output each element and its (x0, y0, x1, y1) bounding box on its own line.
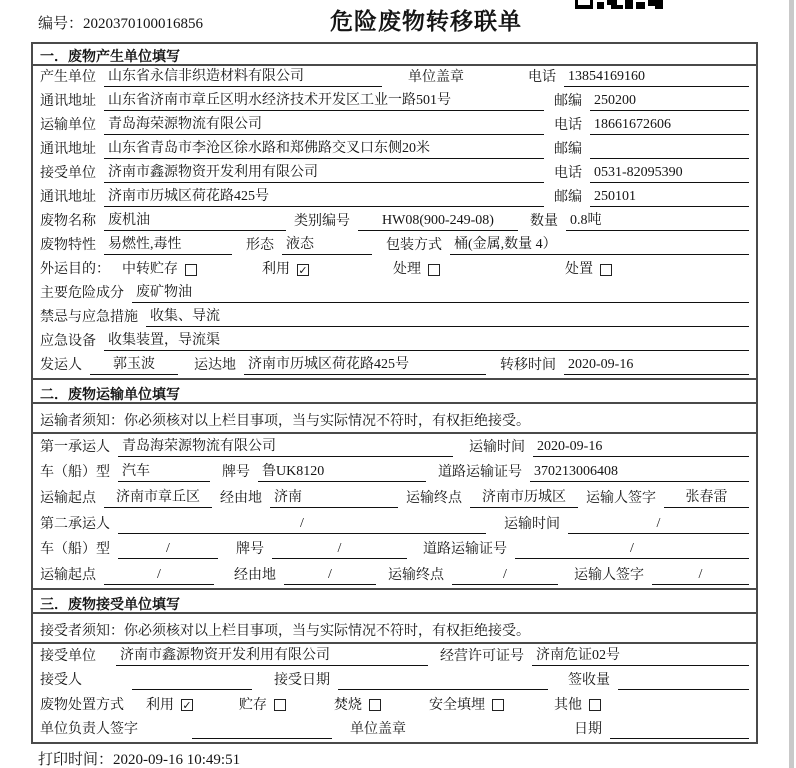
print-time-value: 2020-09-16 10:49:51 (113, 752, 241, 768)
plate-number2-label: 牌号 (236, 542, 264, 558)
producer-unit-label: 产生单位 (40, 70, 96, 85)
transport-phone-label: 电话 (554, 118, 582, 133)
transporter-notice: 运输者须知：你必须核对以上栏目事项，当与实际情况不符时，有权拒绝接受。 (33, 404, 756, 434)
first-carrier-value: 青岛海荣源物流有限公司 (118, 438, 453, 457)
section-producer (33, 44, 756, 378)
carrier-sign1-value: 张春雷 (664, 489, 749, 508)
responsible-sign-label: 单位负责人签字 (40, 722, 138, 737)
row-waste-name (33, 210, 756, 234)
row-producer-address (33, 90, 756, 114)
receiver-zip-label: 邮编 (554, 190, 582, 205)
road-permit1-label: 道路运输证号 (438, 465, 522, 481)
producer-phone-value: 13854169160 (564, 68, 749, 87)
carrier-sign2-value: / (652, 566, 749, 585)
section-producer-title: 一．废物产生单位填写 (33, 44, 756, 66)
disposal-storage-label: 贮存 (239, 697, 267, 713)
via1-value: 济南 (270, 489, 398, 508)
road-permit2-label: 道路运输证号 (423, 542, 507, 558)
receive-stamp-date-value (610, 720, 749, 739)
disposal-option-other (554, 696, 601, 715)
shipper-label: 发运人 (40, 358, 82, 373)
purpose-dispose-label: 处置 (565, 262, 593, 277)
transport-unit-value: 青岛海荣源物流有限公司 (104, 116, 544, 135)
packing-value: 桶(金属,数量 4） (450, 236, 749, 255)
receiver-phone-label: 电话 (554, 166, 582, 181)
receive-unit-label: 接受单位 (40, 648, 96, 664)
section-transporter (33, 378, 756, 588)
purpose-utilize-checkbox: ✓ (298, 263, 308, 277)
disposal-method-label: 废物处置方式 (40, 697, 124, 713)
disposal-option-storage (239, 696, 286, 715)
carrier-sign2-label: 运输人签字 (574, 568, 644, 584)
row-route2 (33, 562, 756, 588)
endpoint2-label: 运输终点 (388, 568, 444, 584)
doc-number (38, 12, 203, 33)
row-hazard-component (33, 282, 756, 306)
waste-name-label: 废物名称 (40, 214, 96, 229)
purpose-treat-label: 处理 (393, 262, 421, 277)
shipper-value: 郭玉波 (90, 356, 178, 375)
disposal-option-landfill (429, 696, 504, 715)
disposal-utilize-checkbox: ✓ (182, 699, 192, 712)
signed-quantity-label: 签收量 (568, 673, 610, 688)
receive-person-value (132, 671, 252, 690)
transport-time1-label: 运输时间 (469, 439, 525, 455)
purpose-storage-checkbox (185, 264, 197, 276)
transfer-time-value: 2020-09-16 (564, 356, 749, 375)
endpoint1-label: 运输终点 (406, 491, 462, 507)
receiver-phone-value: 0531-82095390 (590, 164, 749, 183)
row-transport-address (33, 138, 756, 162)
receiver-unit-label: 接受单位 (40, 166, 96, 181)
row-receive-person (33, 669, 756, 694)
first-carrier-label: 第一承运人 (40, 439, 110, 455)
disposal-incinerate-label: 焚烧 (334, 697, 362, 713)
disposal-storage-checkbox (274, 699, 286, 711)
packing-label: 包装方式 (386, 238, 442, 253)
receiver-address-label: 通讯地址 (40, 190, 96, 205)
row-producer-unit (33, 66, 756, 90)
receiver-zip-value: 250101 (590, 188, 749, 207)
carrier-sign1-label: 运输人签字 (586, 491, 656, 507)
row-second-carrier (33, 511, 756, 537)
vehicle-type1-label: 车（船）型 (40, 465, 110, 481)
row-emergency-equipment (33, 330, 756, 354)
plate-number2-value: / (272, 540, 407, 559)
transport-phone-value: 18661672606 (590, 116, 749, 135)
endpoint1-value: 济南市历城区 (470, 489, 578, 508)
waste-property-value: 易燃性,毒性 (104, 236, 232, 255)
disposal-landfill-label: 安全填埋 (429, 697, 485, 713)
doc-number-value: 2020370100016856 (83, 16, 204, 32)
page-title: 危险废物转移联单 (330, 9, 522, 34)
print-time (38, 748, 240, 768)
section-receiver-rows (33, 644, 756, 742)
purpose-utilize-label: 利用 (262, 262, 290, 277)
transport-time2-label: 运输时间 (504, 516, 560, 532)
origin1-value: 济南市章丘区 (104, 489, 212, 508)
section-transporter-title: 二．废物运输单位填写 (33, 378, 756, 404)
destination-label: 运达地 (194, 358, 236, 373)
plate-number1-value: 鲁UK8120 (258, 463, 426, 482)
section-producer-rows (33, 66, 756, 378)
disposal-other-label: 其他 (554, 697, 582, 713)
row-receiver-unit (33, 162, 756, 186)
purpose-treat-checkbox (428, 264, 440, 276)
row-vehicle2 (33, 537, 756, 563)
producer-zip-value: 250200 (590, 92, 749, 111)
disposal-option-utilize (146, 696, 193, 715)
purpose-option-treat (393, 260, 440, 279)
section-transporter-rows (33, 434, 756, 588)
row-disposal-method (33, 693, 756, 718)
quantity-label: 数量 (530, 214, 558, 229)
vehicle-type1-value: 汽车 (118, 463, 210, 482)
form-state-value: 液态 (282, 236, 372, 255)
road-permit1-value: 370213006408 (530, 463, 749, 482)
receiver-notice: 接受者须知：你必须核对以上栏目事项，当与实际情况不符时，有权拒绝接受。 (33, 614, 756, 644)
quantity-value: 0.8吨 (566, 212, 749, 231)
receive-person-label: 接受人 (40, 673, 82, 688)
row-first-carrier (33, 434, 756, 460)
row-receiver-address (33, 186, 756, 210)
business-permit-label: 经营许可证号 (440, 648, 524, 664)
receive-stamp-date-label: 日期 (574, 722, 602, 737)
emergency-measures-value: 收集、导流 (146, 308, 749, 327)
row-receive-unit (33, 644, 756, 669)
via2-value: / (284, 566, 376, 585)
unit-seal-label: 单位盖章 (408, 70, 464, 85)
road-permit2-value: / (515, 540, 749, 559)
second-carrier-value: / (118, 515, 486, 534)
transfer-time-label: 转移时间 (500, 358, 556, 373)
row-waste-property (33, 234, 756, 258)
hazard-component-value: 废矿物油 (132, 284, 749, 303)
transport-time2-value: / (568, 515, 749, 534)
section-receiver (33, 588, 756, 742)
second-carrier-label: 第二承运人 (40, 516, 110, 532)
signed-quantity-value (618, 671, 749, 690)
receive-unit-value: 济南市鑫源物资开发利用有限公司 (116, 647, 428, 666)
receiver-address-value: 济南市历城区荷花路425号 (104, 188, 544, 207)
receive-date-value (338, 671, 548, 690)
purpose-option-dispose (565, 260, 612, 279)
transport-unit-label: 运输单位 (40, 118, 96, 133)
transport-zip-value (590, 140, 749, 159)
receive-date-label: 接受日期 (274, 673, 330, 688)
purpose-option-storage (122, 260, 197, 279)
producer-zip-label: 邮编 (554, 94, 582, 109)
form-state-label: 形态 (246, 238, 274, 253)
row-emergency-measures (33, 306, 756, 330)
disposal-utilize-label: 利用 (146, 697, 174, 713)
waste-name-value: 废机油 (104, 212, 286, 231)
manifest-table (31, 42, 758, 744)
print-time-label: 打印时间： (38, 752, 114, 768)
responsible-sign-value (192, 720, 332, 739)
origin1-label: 运输起点 (40, 491, 96, 507)
disposal-option-incinerate (334, 696, 381, 715)
row-responsible-signature (33, 718, 756, 743)
transport-zip-label: 邮编 (554, 142, 582, 157)
destination-value: 济南市历城区荷花路425号 (244, 356, 486, 375)
origin2-label: 运输起点 (40, 568, 96, 584)
transport-time1-value: 2020-09-16 (533, 438, 749, 457)
disposal-other-checkbox (589, 699, 601, 711)
transfer-purpose-label: 外运目的： (40, 262, 110, 277)
transport-address-value: 山东省青岛市李沧区徐水路和郑佛路交叉口东侧20米 (104, 140, 544, 159)
plate-number1-label: 牌号 (222, 465, 250, 481)
emergency-equipment-value: 收集装置，导流渠 (104, 332, 749, 351)
producer-phone-label: 电话 (528, 70, 556, 85)
emergency-measures-label: 禁忌与应急措施 (40, 310, 138, 325)
doc-number-label: 编号： (38, 16, 84, 32)
right-scrollbar-track[interactable] (789, 0, 794, 768)
waste-property-label: 废物特性 (40, 238, 96, 253)
purpose-storage-label: 中转贮存 (122, 262, 178, 277)
receiver-unit-seal-label: 单位盖章 (350, 722, 406, 737)
row-transfer-purpose (33, 258, 756, 282)
producer-unit-value: 山东省永信非织造材料有限公司 (104, 68, 382, 87)
via1-label: 经由地 (220, 491, 262, 507)
producer-address-label: 通讯地址 (40, 94, 96, 109)
qr-code-icon (575, 0, 663, 9)
producer-address-value: 山东省济南市章丘区明水经济技术开发区工业一路501号 (104, 92, 544, 111)
category-code-value: HW08(900-249-08) (358, 212, 518, 231)
hazard-component-label: 主要危险成分 (40, 286, 124, 301)
receiver-unit-value: 济南市鑫源物资开发利用有限公司 (104, 164, 544, 183)
emergency-equipment-label: 应急设备 (40, 334, 96, 349)
vehicle-type2-label: 车（船）型 (40, 542, 110, 558)
category-code-label: 类别编号 (294, 214, 350, 229)
purpose-option-utilize (262, 260, 309, 279)
disposal-incinerate-checkbox (369, 699, 381, 711)
via2-label: 经由地 (234, 568, 276, 584)
origin2-value: / (104, 566, 214, 585)
transport-address-label: 通讯地址 (40, 142, 96, 157)
purpose-dispose-checkbox (600, 264, 612, 276)
row-vehicle1 (33, 460, 756, 486)
endpoint2-value: / (452, 566, 558, 585)
vehicle-type2-value: / (118, 540, 218, 559)
business-permit-value: 济南危证02号 (532, 647, 749, 666)
row-transport-unit (33, 114, 756, 138)
disposal-landfill-checkbox (492, 699, 504, 711)
row-shipper (33, 354, 756, 378)
section-receiver-title: 三．废物接受单位填写 (33, 588, 756, 614)
row-route1 (33, 485, 756, 511)
